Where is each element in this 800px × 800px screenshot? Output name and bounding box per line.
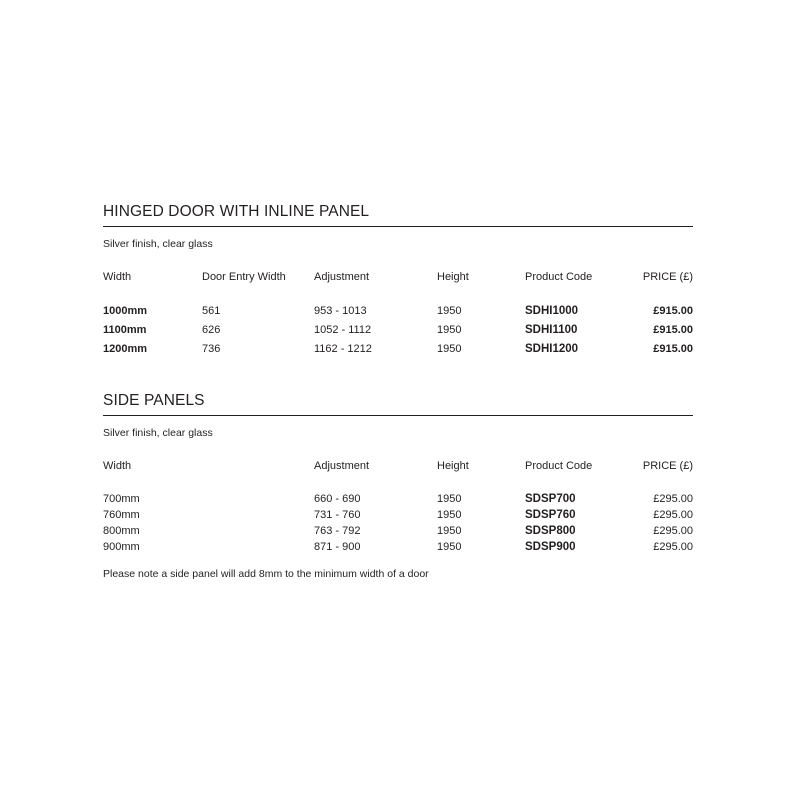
row-width: 1000mm [103, 305, 148, 317]
table-row [103, 539, 693, 555]
header-adjustment: Adjustment [314, 460, 370, 472]
row-price: £295.00 [653, 541, 693, 553]
row-adjustment: 731 - 760 [314, 509, 361, 521]
row-width: 800mm [103, 525, 140, 537]
row-width: 900mm [103, 541, 140, 553]
row-adjustment: 1162 - 1212 [314, 343, 372, 355]
row-price: £295.00 [653, 509, 693, 521]
table-row [103, 491, 693, 507]
header-adjustment: Adjustment [314, 271, 370, 283]
row-price: £295.00 [653, 493, 693, 505]
row-price: £915.00 [653, 343, 693, 355]
row-adjustment: 660 - 690 [314, 493, 361, 505]
header-height: Height [437, 460, 469, 472]
row-adjustment: 763 - 792 [314, 525, 361, 537]
row-product-code: SDSP700 [525, 493, 576, 505]
row-height: 1950 [437, 324, 462, 336]
table-row [103, 507, 693, 523]
hinged-table-header [103, 269, 693, 285]
row-product-code: SDSP760 [525, 509, 576, 521]
header-height: Height [437, 271, 469, 283]
hinged-door-subtitle: Silver finish, clear glass [103, 238, 213, 250]
table-row [103, 341, 693, 360]
header-width: Width [103, 460, 132, 472]
row-door-entry-width: 736 [202, 343, 221, 355]
side-panels-subtitle: Silver finish, clear glass [103, 427, 213, 439]
header-product-code: Product Code [525, 460, 593, 472]
row-height: 1950 [437, 509, 462, 521]
row-product-code: SDHI1200 [525, 343, 579, 355]
row-height: 1950 [437, 541, 462, 553]
row-width: 700mm [103, 493, 140, 505]
row-adjustment: 953 - 1013 [314, 305, 367, 317]
row-product-code: SDHI1000 [525, 305, 579, 317]
row-product-code: SDSP800 [525, 525, 576, 537]
row-product-code: SDSP900 [525, 541, 576, 553]
row-adjustment: 1052 - 1112 [314, 324, 372, 336]
header-product-code: Product Code [525, 271, 593, 283]
header-price: PRICE (£) [642, 271, 693, 283]
side-panel-note: Please note a side panel will add 8mm to the minimum width of a door [103, 568, 429, 580]
row-width: 760mm [103, 509, 140, 521]
row-price: £915.00 [653, 305, 693, 317]
header-price: PRICE (£) [642, 460, 693, 472]
row-width: 1100mm [103, 324, 147, 336]
row-width: 1200mm [103, 343, 148, 355]
row-door-entry-width: 626 [202, 324, 221, 336]
header-door-entry-width: Door Entry Width [202, 271, 286, 283]
row-price: £915.00 [653, 324, 693, 336]
table-row [103, 322, 693, 341]
side-panels-section [103, 392, 693, 581]
hinged-door-section [103, 203, 693, 360]
row-price: £295.00 [653, 525, 693, 537]
side-table-header [103, 458, 693, 474]
table-row [103, 523, 693, 539]
row-adjustment: 871 - 900 [314, 541, 361, 553]
row-height: 1950 [437, 525, 462, 537]
row-height: 1950 [437, 305, 462, 317]
row-product-code: SDHI1100 [525, 324, 578, 336]
side-panels-heading: SIDE PANELS [103, 392, 693, 416]
table-row [103, 303, 693, 322]
row-height: 1950 [437, 343, 462, 355]
hinged-door-heading: HINGED DOOR WITH INLINE PANEL [103, 203, 693, 227]
row-height: 1950 [437, 493, 462, 505]
row-door-entry-width: 561 [202, 305, 221, 317]
header-width: Width [103, 271, 132, 283]
